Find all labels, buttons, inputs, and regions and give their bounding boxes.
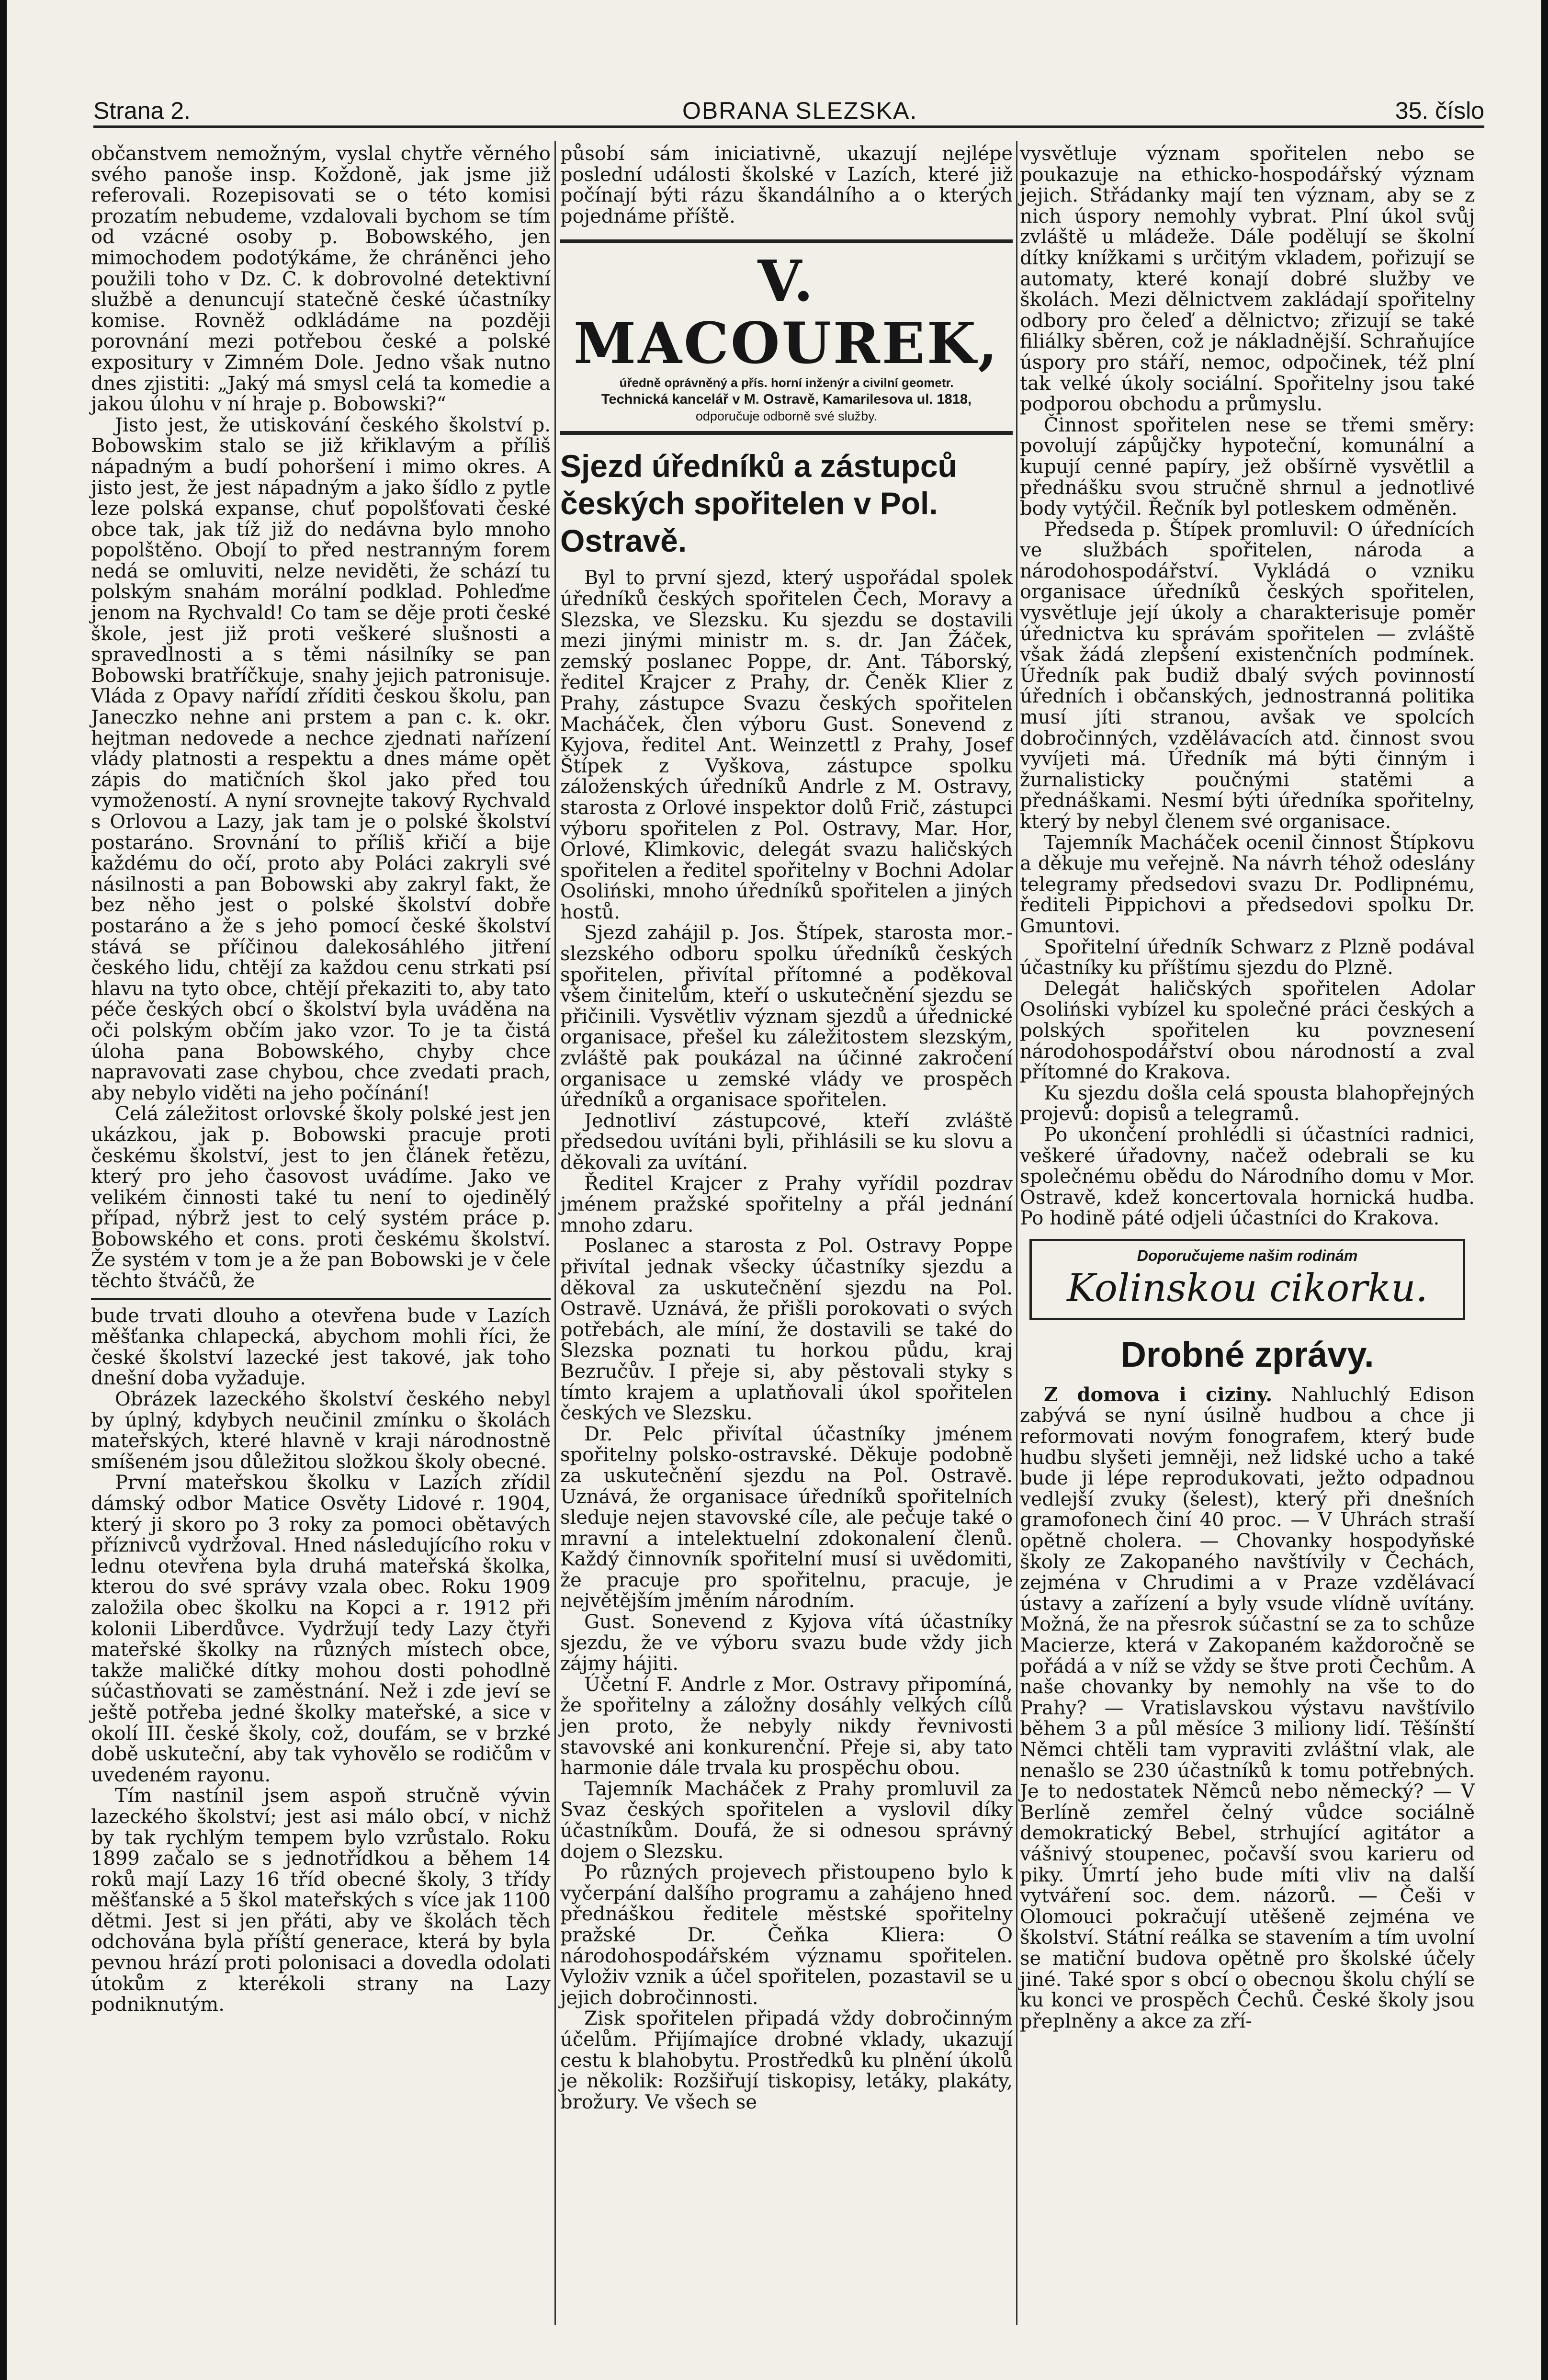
article-paragraph: Gust. Sonevend z Kyjova vítá účastníky sjezdu, že ve výboru svazu bude vždy jich zájmy hájiti.: [560, 1611, 1013, 1675]
ad-line: odporučuje odborně své služby.: [695, 409, 878, 424]
article-paragraph: Po ukončení prohlédli si účastníci radnici, veškeré úřadovny, načež odebrali se ku společnému obědu do Národního domu v Mor. Ostravě, kdež koncertovala hornická hudba. Po hodině páté odjeli účastníci do Krakova.: [1020, 1123, 1475, 1230]
article-paragraph: První mateřskou školku v Lazích zřídil dámský odbor Matice Osvěty Lidové r. 1904, který ji skoro po 3 roky za pomoci obětavých příznivců vydržoval. Hned následujícího roku v lednu otevřena byla druhá mateřská školka, kterou do své správy vzala obec. Roku 1909 založila obec školku na Kopci a r. 1912 při kolonii Liberdůvce. Vydržují tedy Lazy čtyři mateřské školky na různých místech obce, takže maličké dítky mohou dosti pohodlně súčastňovati se zaměstnání. Než i zde jeví se ještě potřeba jedné školky mateřské, a sice v okolí III. české školy, což, doufám, se v brzké době uskuteční, aby tak vyhovělo se rodičům v uvedeném rayonu.: [91, 1472, 551, 1786]
page-number: Strana 2.: [93, 97, 191, 124]
news-lead: Z domova i ciziny.: [1044, 1383, 1273, 1406]
advertisement-macourek: [560, 239, 1013, 435]
article-paragraph: Tím nastínil jsem aspoň stručně vývin lazeckého školství; jest asi málo obcí, v nichž by tak rychlým tempem bylo vzrůstalo. Roku 1899 začalo se s jednotřídkou a během 14 roků mají Lazy 16 tříd obecné školy, 3 třídy měšťanské a 5 škol mateřských s více jak 1100 dětmi. Jest si jen přáti, aby ve školách těch odchována byla příští generace, která by byla pevnou hrází proti polonisaci a dovedla odolati útokům z kterékoli strany na Lazy podniknutým.: [91, 1785, 551, 2016]
news-text: Nahluchlý Edison zabývá se nyní úsilně hudbou a chce ji reformovati novým fonografem, který bude hudbu slyšeti jemněji, než lidské ucho a také bude ji lépe reprodukovati, ježto odpadnou vedlejší zvuky (šelest), který při dnešních gramofonech činí 40 proc. — V Uhrách straší opětně cholera. — Chovanky hospodyňské školy ze Zakopaného navštívily v Čechách, zejména v Chrudimi a v Praze vzdělávací ústavy a zařízení a byly vsude vlídně uvítány. Možná, že na přesrok súčastní se za to schůze Macierze, která v Zakopaném každoročně se pořádá a v níž se vždy se štve proti Čechům. A naše chovanky by nemohly na vše to do Prahy? — Vratislavskou výstavu navštívilo během 3 a půl měsíce 3 miliony lidí. Těšínští Němci chtěli tam vypraviti zvláštní vlak, ale nenašlo se 230 účastníků k tomu potřebných. Je to nedostatek Němců nebo německý? — V Berlíně zemřel čelný vůdce sociálně demokratický Bebel, strhující agitátor a vášnivý stoupenec, počavší svou karieru od piky. Úmrtí jeho bude míti vliv na další vytváření soc. dem. názorů. — Češi v Olomouci pokračují utěšeně zejména ve školství. Státní reálka se stavením a tím uvolní se matiční budova opětně pro školské účely jiné. Také spor s obcí o obecnou školu chýlí se ku konci ve prospěch Čechů. České školy jsou přeplněny a akce za zří-: [1020, 1383, 1475, 2032]
article-paragraph: Poslanec a starosta z Pol. Ostravy Poppe přivítal jednak všecky účastníky sjezdu a děkoval za uskutečnění sjezdu na Pol. Ostravě. Uznává, že přišli porokovati o svých potřebách, ale míní, že dostavili se také do Slezska poznati tu horkou půdu, kraj Bezručův. I přeje si, aby pěstovali styky s tímto krajem a uplatňovali úkol spořitelen českých ve Slezsku.: [560, 1235, 1013, 1425]
column-divider: [554, 141, 556, 2325]
article-paragraph: působí sám iniciativně, ukazují nejlépe poslední události školské v Lazích, které již počínají býti rázu škandálního a o kterých pojednáme příště.: [560, 143, 1013, 227]
article-paragraph: Byl to první sjezd, který uspořádal spolek úředníků českých spořitelen Čech, Moravy a Slezska, ve Slezsku. Ku sjezdu se dostavili mezi jinými ministr m. s. dr. Jan Žáček, zemský poslanec Poppe, dr. Ant. Táborský, ředitel Krajcer z Prahy, dr. Čeněk Klier z Prahy, zástupce Svazu českých spořitelen Macháček, člen výboru Gust. Sonevend z Kyjova, ředitel Ant. Weinzettl z Prahy, Josef Štípek z Vyškova, zástupce spolku záloženských úředníků Andrle z M. Ostravy, starosta z Orlové inspektor dolů Frič, zástupci výboru spořitelen z Pol. Ostravy, Mar. Hor, Orlové, Klimkovic, delegát svazu haličských spořitelen a ředitel spořitelny v Bochni Adolar Osoliński, mnoho úředníků spořitelen a jiných hostů.: [560, 567, 1013, 923]
article-paragraph: vysvětluje význam spořitelen nebo se poukazuje na ethicko-hospodářský význam jejich. Střádanky mají ten význam, aby se z nich úspory nemohly vybrat. Plní úkol svůj zvláště u mládeže. Dále podělují se školní dítky knížkami s určitým vkladem, pořizují se automaty, které konají dobré služby ve školách. Mezi dělnictvem zakládají spořitelny odbory pro čeleď a dělnictvo; zřizují se také filiálky sběren, což je nákladnější. Schraňujíce úspory pro stáří, nemoc, odpočinek, též plní tak velké úkoly sociální. Spořitelny jsou také podporou obchodu a průmyslu.: [1020, 143, 1475, 416]
article-paragraph: Obrázek lazeckého školství českého nebyl by úplný, kdybych neučinil zmínku o školách mateřských, které hlavně v kraji národnostně smíšeném jsou důležitou složkou školy obecné.: [91, 1388, 551, 1473]
ad-line: úředně oprávněný a přís. horní inženýr a civilní geometr.: [619, 375, 954, 390]
article-paragraph: Spořitelní úředník Schwarz z Plzně podával účastníky ku příštímu sjezdu do Plzně.: [1020, 936, 1475, 979]
advertisement-cikorka: [1029, 1239, 1465, 1320]
article-paragraph: Tajemník Macháček ocenil činnost Štípkovu a děkuje mu veřejně. Na návrh téhož odeslány telegramy předsedovi svazu Dr. Podlipnému, řediteli Pippichovi a předsedovi spolku Dr. Gmuntovi.: [1020, 831, 1475, 937]
newspaper-title: OBRANA SLEZSKA.: [682, 97, 918, 124]
article-paragraph: Jednotliví zástupcové, kteří zvláště předsedou uvítáni byli, přihlásili se ku slovu a děkovali za uvítání.: [560, 1110, 1013, 1174]
section-rule: [91, 1298, 551, 1300]
article-paragraph: Tajemník Macháček z Prahy promluvil za Svaz českých spořitelen a vyslovil díky účastníkům. Doufá, že si odnesou správný dojem o Slezsku.: [560, 1778, 1013, 1863]
article-paragraph: občanstvem nemožným, vyslal chytře věrného svého panoše insp. Koždoně, jak jsme již referovali. Rozepisovati se o této komisi prozatím nebudeme, vzdalovali bychom se tím od vzácné osoby p. Bobowského, jen mimochodem podotýkáme, že chráněnci jeho použili toho v Dz. C. k dobrovolné detektivní službě a denuncují statečně české účastníky komise. Rovněž odkládáme na později porovnání mezi potřebou české a polské expositury v Zimném Dole. Jedno však nutno dnes zjistiti: „Jaký má smysl celá ta komedie a jakou úlohu v ní hraje p. Bobowski?“: [91, 143, 551, 416]
article-paragraph: Celá záležitost orlovské školy polské jest jen ukázkou, jak p. Bobowski pracuje proti českému školství, jest to jen článek řetězu, který pro jeho časovost uvádíme. Jako ve velikém činnosti také tu není to ojedinělý případ, nýbrž jest to celý systém práce p. Bobowského et cons. proti českému školství. Že systém v tom je a že pan Bobowski je v čele těchto štváčů, že: [91, 1103, 551, 1292]
section-heading: Drobné zprávy.: [1120, 1334, 1374, 1374]
ad-name: V. MACOUREK,: [573, 248, 1000, 377]
scan-edge-left: [0, 0, 7, 2380]
scan-edge-right: [1541, 0, 1548, 2380]
column-2: [560, 144, 1013, 2113]
header-rule: [93, 125, 1484, 128]
article-headline: Sjezd úředníků a zástupců českých spořitelen v Pol. Ostravě.: [560, 448, 957, 559]
article-paragraph: Zisk spořitelen připadá vždy dobročinným účelům. Přijímajíce drobné vklady, ukazují cestu k blahobytu. Prostředků ku plnění úkolů je několik: Rozšiřují tiskopisy, letáky, plakáty, brožury. Ve všech se: [560, 2007, 1013, 2113]
article-paragraph: Předseda p. Štípek promluvil: O úřednících ve službách spořitelen, národa a národohospodářství. Vykládá o vzniku organisace úředníků českých spořitelen, vysvětluje její úkoly a charakterisuje poměr úřednictva ku správám spořitelen — zvláště však žádá zlepšení existenčních podmínek. Úředník pak budiž dbalý svých povinností úředních i občanských, jednostranná politika musí jíti stranou, avšak ve spolcích dobročinných, vzdělávacích atd. činnost svou vyvíjeti má. Úředník má býti činným i žurnalisticky poučnými statěmi a přednáškami. Nesmí býti úředníka spořitelny, který by nebyl členem své organisace.: [1020, 518, 1475, 833]
ad-caption: Doporučujeme našim rodinám: [1137, 1247, 1358, 1264]
column-3: [1020, 144, 1475, 2032]
article-paragraph: Po různých projevech přistoupeno bylo k vyčerpání dalšího programu a zahájeno hned přednáškou ředitele městské spořitelny pražské Dr. Čeňka Kliera: O národohospodářském významu spořitelen. Vyloživ vznik a účel spořitelen, pozastavil se u jejich dobročinnosti.: [560, 1861, 1013, 2009]
article-paragraph: Jisto jest, že utiskování českého školství p. Bobowskim stalo se již křiklavým a příliš nápadným a budí pohoršení i mimo okres. A jisto jest, že jest nápadným a jako šídlo z pytle leze polská expanse, chuť popolšťovati české obce tak, jak tíž již do nedávna bylo mnoho popolštěno. Obojí to před nestranným forem nedá se omluviti, nelze neviděti, že schází tu polským snahám morální podklad. Pohleďme jenom na Rychvald! Co tam se děje proti české škole, jest již proti veškeré slušnosti a spravedlnosti a s těmi násilníky se pan Bobowski bratříčkuje, snahy jejich patronisuje. Vláda z Opavy nařídí zříditi českou školu, pan Janeczko nehne ani prstem a pan c. k. okr. hejtman nedovede a nechce zjednati nařízení vlády platnosti a respektu a dnes máme opět zápis do matičních škol jako před tou vymožeností. A nyní srovnejte takový Rychvald s Orlovou a Lazy, jak tam je o polské školství postaráno. Srovnání to příliš křičí a bije každému do očí, proto aby Poláci zakryli své násilnosti a pan Bobowski aby zakryl fakt, že bez něho jest o polské školství dobře postaráno a že s jeho pomocí české školství stává se příčinou dalekosáhlého jitření českého lidu, chtějí za každou cenu strkati psí hlavu na tyto obce, chtějí překaziti to, aby tato péče českých obcí o školství byla uváděna na oči polským občím jako vzor. To je ta čistá úloha pana Bobowského, chyby chce napravovati zase chybou, chce zvedati prach, aby nebylo viděti na jeho počínání!: [91, 414, 551, 1104]
article-paragraph: Účetní F. Andrle z Mor. Ostravy připomíná, že spořitelny a záložny dosáhly velkých cílů jen proto, že nebyly nikdy řevnivosti stavovské ani konkurenční. Přeje si, aby tato harmonie dále trvala ku prospěchu obou.: [560, 1673, 1013, 1779]
article-paragraph: Sjezd zahájil p. Jos. Štípek, starosta mor.-slezského odboru spolku úředníků českých spořitelen, přivítal přítomné a poděkoval všem činitelům, kteří o uskutečnění sjezdu se přičinili. Vysvětliv význam sjezdů a úřednické organisace, přešel ku záležitostem slezským, zvláště pak poukázal na účinné zakročení organisace u zemské vlády ve prospěch úředníků a organisace spořitelen.: [560, 922, 1013, 1111]
ad-line: Technická kancelář v M. Ostravě, Kamarilesova ul. 1818,: [601, 392, 972, 408]
ad-product: Kolinskou cikorku.: [1067, 1265, 1428, 1310]
article-paragraph: Ředitel Krajcer z Prahy vyřídil pozdrav jménem pražské spořitelny a přál jednání mnoho zdaru.: [560, 1172, 1013, 1236]
article-paragraph: Dr. Pelc přivítal účastníky jménem spořitelny polsko-ostravské. Děkuje podobně za uskutečnění sjezdu na Pol. Ostravě. Uznává, že organisace úředníků spořitelních sleduje nejen stavovské cíle, ale pečuje také o mravní a intelektuelní zdokonalení členů. Každý činnovník spořitelní musí si uvědomiti, že pracuje pro spořitelnu, pracuje, je největějším jměním národním.: [560, 1423, 1013, 1612]
article-paragraph: Ku sjezdu došla celá spousta blahopřejných projevů: dopisů a telegramů.: [1020, 1082, 1475, 1125]
article-paragraph: Delegát haličských spořitelen Adolar Osoliński vybízel ku společné práci českých a polských spořitelen ku povznesení národohospodářství obou národností a zval přítomné do Krakova.: [1020, 977, 1475, 1084]
column-divider: [1016, 141, 1017, 2325]
column-1: [91, 144, 551, 2016]
article-paragraph: bude trvati dlouho a otevřena bude v Lazích měšťanka chlapecká, abychom mohli říci, že české školství lazecké jest takové, jak toho dnešní doba vyžaduje.: [91, 1304, 551, 1390]
article-paragraph: Činnost spořitelen nese se třemi směry: povolují zápůjčky hypoteční, komunální a kupují cenné papíry, jež obšírně vysvětlil a přednášku svou stručně shrnul a jednotlivé body vytýčil. Řečník byl potleskem odměněn.: [1020, 414, 1475, 520]
issue-number: 35. číslo: [1395, 97, 1484, 124]
news-paragraph: [1020, 1384, 1475, 2032]
